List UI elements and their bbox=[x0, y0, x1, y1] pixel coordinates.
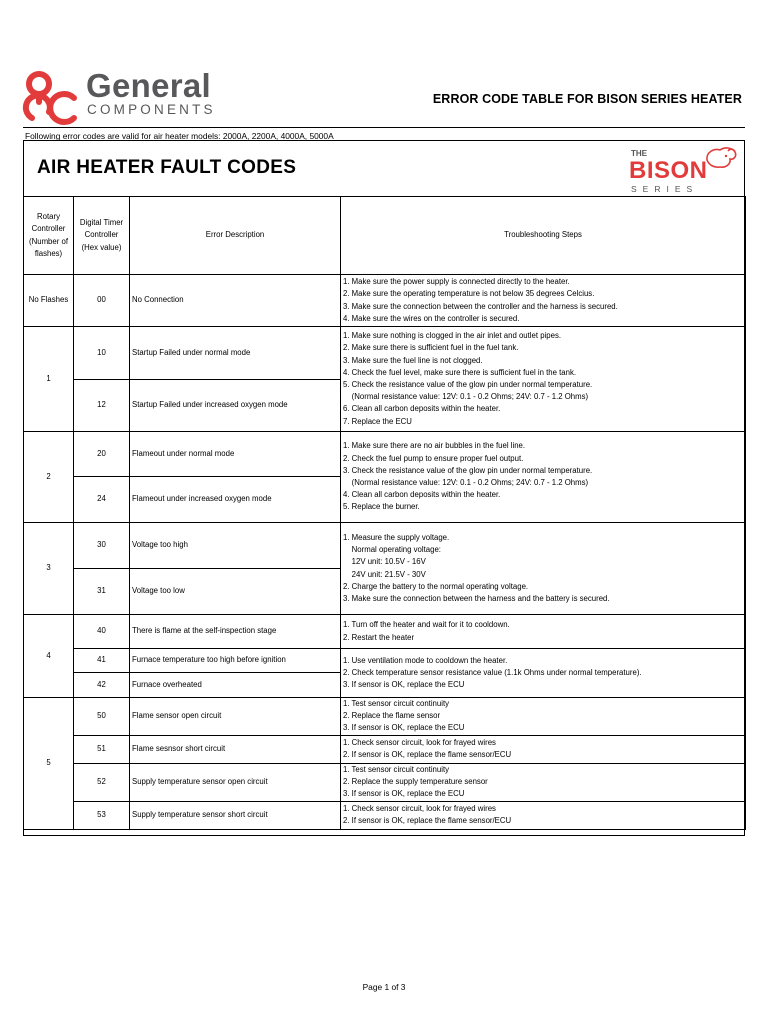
step-line: 3. Make sure the connection between the controller and the harness is secured. bbox=[343, 301, 618, 311]
description-cell: Voltage too high bbox=[130, 523, 341, 569]
steps-cell bbox=[341, 615, 746, 649]
rotary-cell: 4 bbox=[24, 615, 74, 698]
gc-logo-icon bbox=[22, 68, 80, 128]
brand-subtitle: COMPONENTS bbox=[87, 102, 216, 117]
page-number: Page 1 of 3 bbox=[362, 982, 406, 992]
brand-name: General bbox=[86, 67, 211, 104]
table-row bbox=[24, 763, 746, 801]
step-line: (Normal resistance value: 12V: 0.1 - 0.2 Ohms; 24V: 0.7 - 1.2 Ohms) bbox=[343, 478, 589, 487]
header-digital: Digital Timer Controller (Hex value) bbox=[74, 197, 130, 275]
hex-cell: 51 bbox=[74, 735, 130, 763]
step-line: 1. Make sure nothing is clogged in the air inlet and outlet pipes. bbox=[343, 331, 562, 341]
steps-cell bbox=[341, 432, 746, 523]
hex-cell: 53 bbox=[74, 801, 130, 829]
steps-cell bbox=[341, 275, 746, 327]
description-cell: Flame sensor open circuit bbox=[130, 698, 341, 736]
table-row bbox=[24, 735, 746, 763]
steps-cell bbox=[341, 698, 746, 736]
hex-cell: 12 bbox=[74, 380, 130, 432]
table-row bbox=[24, 275, 746, 327]
description-cell: There is flame at the self-inspection stage bbox=[130, 615, 341, 649]
step-line: 24V unit: 21.5V - 30V bbox=[343, 569, 426, 579]
step-line: 4. Make sure the wires on the controller is secured. bbox=[343, 313, 520, 323]
rotary-cell: 2 bbox=[24, 432, 74, 523]
table-row bbox=[24, 649, 746, 673]
step-line: (Normal resistance value: 12V: 0.1 - 0.2 Ohms; 24V: 0.7 - 1.2 Ohms) bbox=[343, 392, 589, 402]
description-cell: Flameout under normal mode bbox=[130, 432, 341, 477]
table-row bbox=[24, 327, 746, 380]
rotary-cell: 5 bbox=[24, 698, 74, 830]
step-line: 7. Replace the ECU bbox=[343, 416, 412, 426]
step-line: 2. If sensor is OK, replace the flame sensor/ECU bbox=[343, 750, 512, 760]
step-line: 1. Test sensor circuit continuity bbox=[343, 764, 450, 774]
step-line: 1. Test sensor circuit continuity bbox=[343, 699, 450, 708]
hex-cell: 10 bbox=[74, 327, 130, 380]
step-line: 2. Replace the supply temperature sensor bbox=[343, 777, 488, 786]
hex-cell: 40 bbox=[74, 615, 130, 649]
hex-cell: 41 bbox=[74, 649, 130, 673]
steps-cell bbox=[341, 735, 746, 763]
description-cell: Supply temperature sensor open circuit bbox=[130, 763, 341, 801]
hex-cell: 50 bbox=[74, 698, 130, 736]
hex-cell: 31 bbox=[74, 569, 130, 615]
step-line: 1. Measure the supply voltage. bbox=[343, 532, 450, 542]
description-cell: Furnace temperature too high before ignition bbox=[130, 649, 341, 673]
step-line: 1. Make sure the power supply is connected directly to the heater. bbox=[343, 277, 570, 287]
step-line: 5. Check the resistance value of the glow pin under normal temperature. bbox=[343, 380, 593, 389]
bison-head-icon bbox=[704, 146, 738, 170]
models-note: Following error codes are valid for air heater models: 2000A, 2200A, 4000A, 5000A bbox=[25, 131, 334, 141]
description-cell: Startup Failed under increased oxygen mode bbox=[130, 380, 341, 432]
steps-cell bbox=[341, 327, 746, 432]
bison-logo-word: BISON bbox=[629, 157, 708, 184]
hex-cell: 20 bbox=[74, 432, 130, 477]
hex-cell: 52 bbox=[74, 763, 130, 801]
rotary-cell: 1 bbox=[24, 327, 74, 432]
step-line: 2. Check the fuel pump to ensure proper fuel output. bbox=[343, 453, 524, 463]
description-cell: Startup Failed under normal mode bbox=[130, 327, 341, 380]
step-line: 3. If sensor is OK, replace the ECU bbox=[343, 723, 465, 733]
hex-cell: 24 bbox=[74, 477, 130, 523]
step-line: 2. If sensor is OK, replace the flame sensor/ECU bbox=[343, 816, 512, 826]
steps-cell bbox=[341, 523, 746, 615]
header-description: Error Description bbox=[130, 197, 341, 275]
table-row bbox=[24, 432, 746, 477]
hex-cell: 00 bbox=[74, 275, 130, 327]
step-line: 1. Use ventilation mode to cooldown the heater. bbox=[343, 655, 508, 665]
hex-cell: 30 bbox=[74, 523, 130, 569]
fault-codes-table bbox=[23, 196, 746, 830]
rotary-cell: 3 bbox=[24, 523, 74, 615]
bison-logo-the: THE bbox=[631, 149, 647, 158]
header-rotary: Rotary Controller (Number of flashes) bbox=[24, 197, 74, 275]
step-line: 1. Check sensor circuit, look for frayed wires bbox=[343, 803, 496, 813]
step-line: 1. Check sensor circuit, look for frayed wires bbox=[343, 737, 496, 747]
table-row bbox=[24, 698, 746, 736]
table-row bbox=[24, 523, 746, 569]
rotary-cell: No Flashes bbox=[24, 275, 74, 327]
step-line: 2. Make sure there is sufficient fuel in the fuel tank. bbox=[343, 343, 519, 353]
bison-series-logo bbox=[628, 146, 740, 196]
step-line: 5. Replace the burner. bbox=[343, 502, 420, 512]
table-header-row bbox=[24, 197, 746, 275]
step-line: 2. Charge the battery to the normal operating voltage. bbox=[343, 581, 529, 591]
description-cell: No Connection bbox=[130, 275, 341, 327]
step-line: 3. Make sure the fuel line is not clogged. bbox=[343, 355, 483, 365]
description-cell: Supply temperature sensor short circuit bbox=[130, 801, 341, 829]
description-cell: Flame sesnsor short circuit bbox=[130, 735, 341, 763]
step-line: 2. Make sure the operating temperature is not below 35 degrees Celcius. bbox=[343, 289, 595, 299]
header-divider bbox=[23, 127, 745, 128]
steps-cell bbox=[341, 801, 746, 829]
step-line: 2. Check temperature sensor resistance value (1.1k Ohms under normal temperature). bbox=[343, 667, 642, 677]
step-line: 6. Clean all carbon deposits within the heater. bbox=[343, 404, 501, 414]
table-row bbox=[24, 615, 746, 649]
step-line: 3. If sensor is OK, replace the ECU bbox=[343, 680, 465, 690]
steps-cell bbox=[341, 649, 746, 698]
description-cell: Voltage too low bbox=[130, 569, 341, 615]
company-logo bbox=[22, 67, 216, 128]
steps-cell bbox=[341, 763, 746, 801]
step-line: 4. Clean all carbon deposits within the heater. bbox=[343, 490, 501, 500]
description-cell: Flameout under increased oxygen mode bbox=[130, 477, 341, 523]
header-steps: Troubleshooting Steps bbox=[341, 197, 746, 275]
step-line: 3. Check the resistance value of the glow pin under normal temperature. bbox=[343, 465, 593, 475]
description-cell: Furnace overheated bbox=[130, 673, 341, 698]
step-line: 2. Restart the heater bbox=[343, 632, 415, 642]
table-row bbox=[24, 801, 746, 829]
step-line: 12V unit: 10.5V - 16V bbox=[343, 557, 426, 567]
step-line: 1. Turn off the heater and wait for it to cooldown. bbox=[343, 620, 510, 630]
document-title: ERROR CODE TABLE FOR BISON SERIES HEATER bbox=[432, 92, 742, 106]
step-line: Normal operating voltage: bbox=[343, 545, 441, 555]
hex-cell: 42 bbox=[74, 673, 130, 698]
bison-logo-series: SERIES bbox=[631, 184, 699, 194]
step-line: 3. If sensor is OK, replace the ECU bbox=[343, 789, 465, 799]
section-title: AIR HEATER FAULT CODES bbox=[37, 157, 297, 178]
step-line: 4. Check the fuel level, make sure there is sufficient fuel in the tank. bbox=[343, 367, 577, 377]
step-line: 3. Make sure the connection between the harness and the battery is secured. bbox=[343, 593, 610, 603]
step-line: 2. Replace the flame sensor bbox=[343, 711, 441, 721]
step-line: 1. Make sure there are no air bubbles in the fuel line. bbox=[343, 441, 526, 451]
